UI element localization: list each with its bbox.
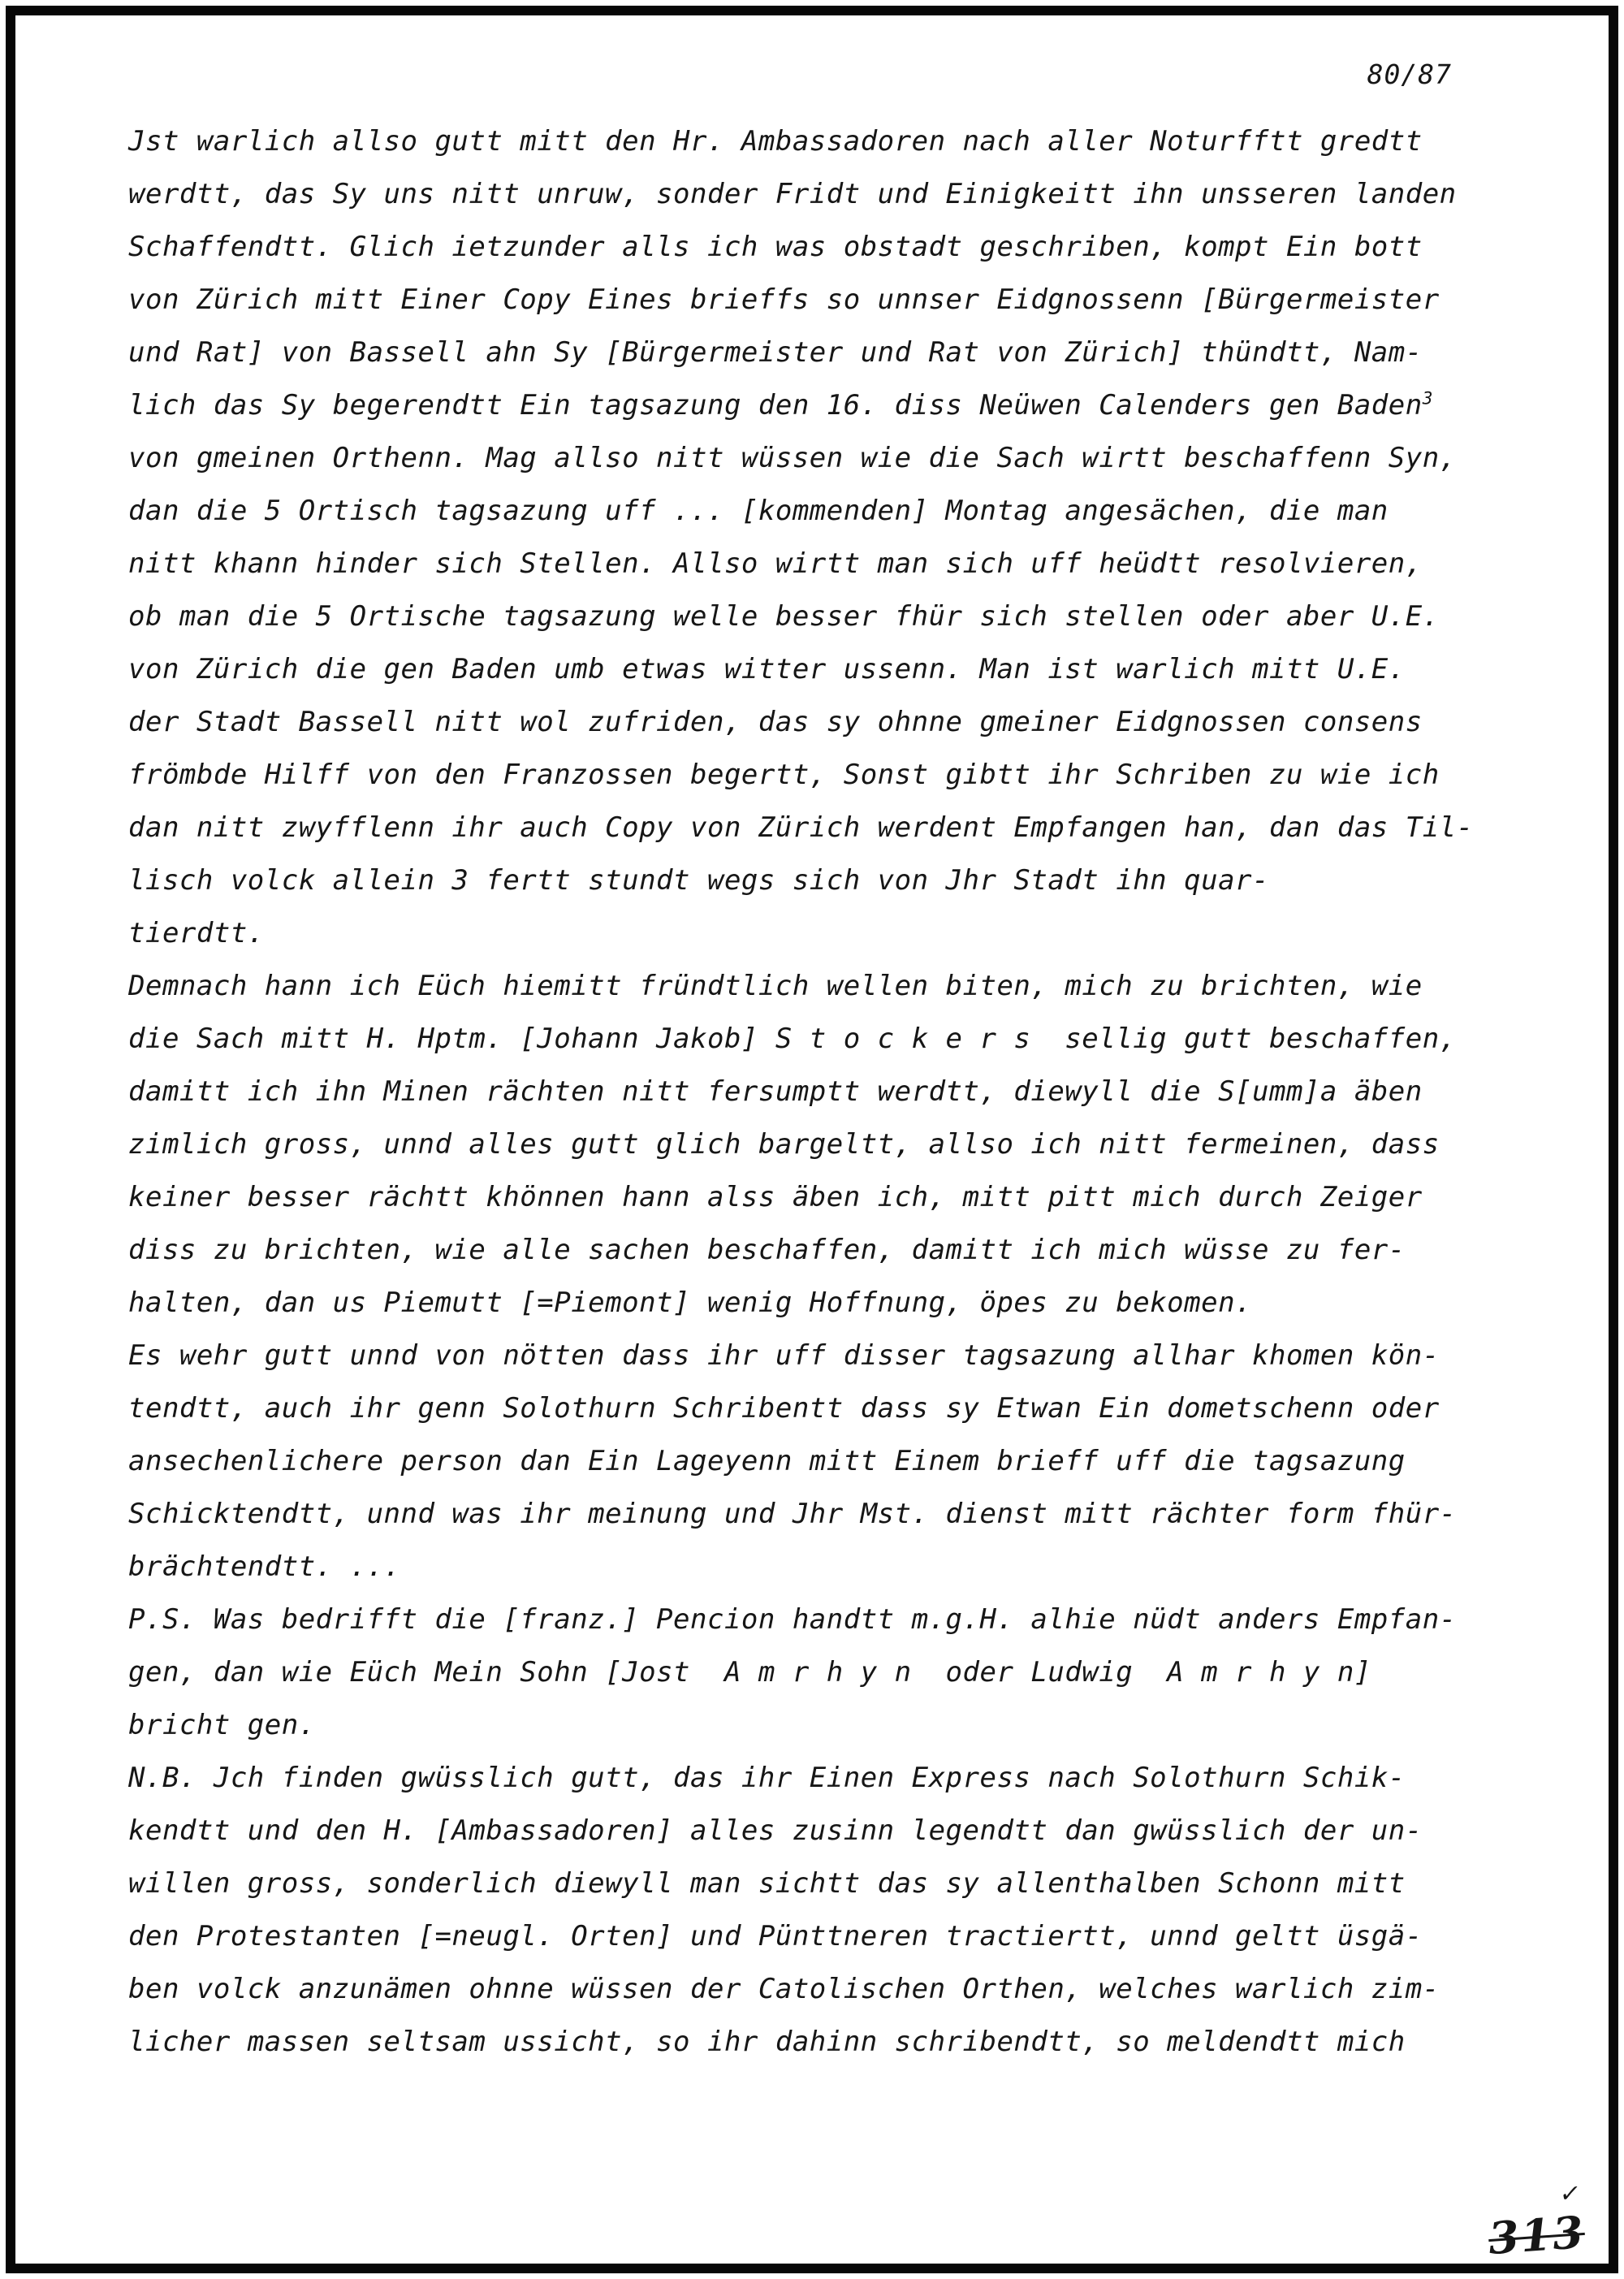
text-line: lisch volck allein 3 fertt stundt wegs sich von Jhr Stadt ihn quar- bbox=[128, 864, 1269, 897]
text-line: ansechenlichere person dan Ein Lageyenn mitt Einem brieff uff die tagsazung bbox=[128, 1445, 1406, 1477]
checkmark-icon: ✓ bbox=[1559, 2177, 1581, 2209]
text-line: Schaffendtt. Glich ietzunder alls ich was obstadt geschriben, kompt Ein bott bbox=[128, 231, 1423, 263]
letter-body-text bbox=[128, 115, 1525, 2069]
text-line: die Sach mitt H. Hptm. [Johann Jakob] S t o c k e r s sellig gutt beschaffen, bbox=[128, 1023, 1457, 1055]
text-line: Schicktendtt, unnd was ihr meinung und Jhr Mst. dienst mitt rächter form fhür- bbox=[128, 1498, 1457, 1530]
text-line: Demnach hann ich Eüch hiemitt fründtlich wellen biten, mich zu brichten, wie bbox=[128, 970, 1423, 1002]
text-line: lich das Sy begerendtt Ein tagsazung den 16. diss Neüwen Calenders gen Baden$^3$ bbox=[128, 387, 1433, 422]
handwritten-page-number: 313 bbox=[1487, 2205, 1587, 2265]
text-line: willen gross, sonderlich diewyll man sichtt das sy allenthalben Schonn mitt bbox=[128, 1867, 1406, 1900]
text-line: brächtendtt. ... bbox=[128, 1550, 401, 1583]
text-line: bricht gen. bbox=[128, 1709, 316, 1741]
text-line: von Zürich die gen Baden umb etwas witter ussenn. Man ist warlich mitt U.E. bbox=[128, 653, 1406, 685]
text-line: tendtt, auch ihr genn Solothurn Schribentt dass sy Etwan Ein dometschenn oder bbox=[128, 1392, 1440, 1425]
page-number: 80/87 bbox=[1367, 58, 1452, 90]
text-line: tierdtt. bbox=[128, 917, 265, 949]
handwritten-annotation bbox=[1487, 2177, 1587, 2265]
text-line: halten, dan us Piemutt [=Piemont] wenig Hoffnung, öpes zu bekomen. bbox=[128, 1287, 1253, 1319]
text-line: Es wehr gutt unnd von nötten dass ihr uff disser tagsazung allhar khomen kön- bbox=[128, 1339, 1440, 1372]
text-line: der Stadt Bassell nitt wol zufriden, das sy ohnne gmeiner Eidgnossen consens bbox=[128, 706, 1423, 738]
text-line: damitt ich ihn Minen rächten nitt fersumptt werdtt, diewyll die S[umm]a äben bbox=[128, 1075, 1423, 1108]
text-line: ob man die 5 Ortische tagsazung welle besser fhür sich stellen oder aber U.E. bbox=[128, 600, 1440, 633]
text-line: diss zu brichten, wie alle sachen beschaffen, damitt ich mich wüsse zu fer- bbox=[128, 1234, 1406, 1266]
footnote-marker: 3 bbox=[1422, 387, 1433, 409]
text-line: frömbde Hilff von den Franzossen begertt, Sonst gibtt ihr Schriben zu wie ich bbox=[128, 759, 1440, 791]
text-line: nitt khann hinder sich Stellen. Allso wirtt man sich uff heüdtt resolvieren, bbox=[128, 547, 1423, 580]
text-line: licher massen seltsam ussicht, so ihr dahinn schribendtt, so meldendtt mich bbox=[128, 2026, 1406, 2058]
text-line: ben volck anzunämen ohnne wüssen der Catolischen Orthen, welches warlich zim- bbox=[128, 1973, 1440, 2005]
text-line: keiner besser rächtt khönnen hann alss äben ich, mitt pitt mich durch Zeiger bbox=[128, 1181, 1423, 1213]
text-line: gen, dan wie Eüch Mein Sohn [Jost A m r h y n oder Ludwig A m r h y n] bbox=[128, 1656, 1371, 1689]
text-line: von gmeinen Orthenn. Mag allso nitt wüssen wie die Sach wirtt beschaffenn Syn, bbox=[128, 442, 1457, 474]
text-line: den Protestanten [=neugl. Orten] und Pünttneren tractiertt, unnd geltt üsgä- bbox=[128, 1920, 1423, 1953]
text-line: werdtt, das Sy uns nitt unruw, sonder Fridt und Einigkeitt ihn unsseren landen bbox=[128, 178, 1457, 210]
text-line: Jst warlich allso gutt mitt den Hr. Ambassadoren nach aller Noturfftt gredtt bbox=[128, 125, 1423, 158]
text-line: kendtt und den H. [Ambassadoren] alles zusinn legendtt dan gwüsslich der un- bbox=[128, 1814, 1423, 1847]
text-line: dan die 5 Ortisch tagsazung uff ... [kommenden] Montag angesächen, die man bbox=[128, 495, 1389, 527]
text-line: von Zürich mitt Einer Copy Eines brieffs so unnser Eidgnossenn [Bürgermeister bbox=[128, 283, 1440, 316]
text-line: und Rat] von Bassell ahn Sy [Bürgermeister und Rat von Zürich] thündtt, Nam- bbox=[128, 336, 1423, 369]
text-line: dan nitt zwyfflenn ihr auch Copy von Zürich werdent Empfangen han, dan das Til- bbox=[128, 811, 1474, 844]
text-line: N.B. Jch finden gwüsslich gutt, das ihr Einen Express nach Solothurn Schik- bbox=[128, 1762, 1406, 1794]
text-line: P.S. Was bedrifft die [franz.] Pencion handtt m.g.H. alhie nüdt anders Empfan- bbox=[128, 1603, 1457, 1636]
text-line: zimlich gross, unnd alles gutt glich bargeltt, allso ich nitt fermeinen, dass bbox=[128, 1128, 1440, 1161]
